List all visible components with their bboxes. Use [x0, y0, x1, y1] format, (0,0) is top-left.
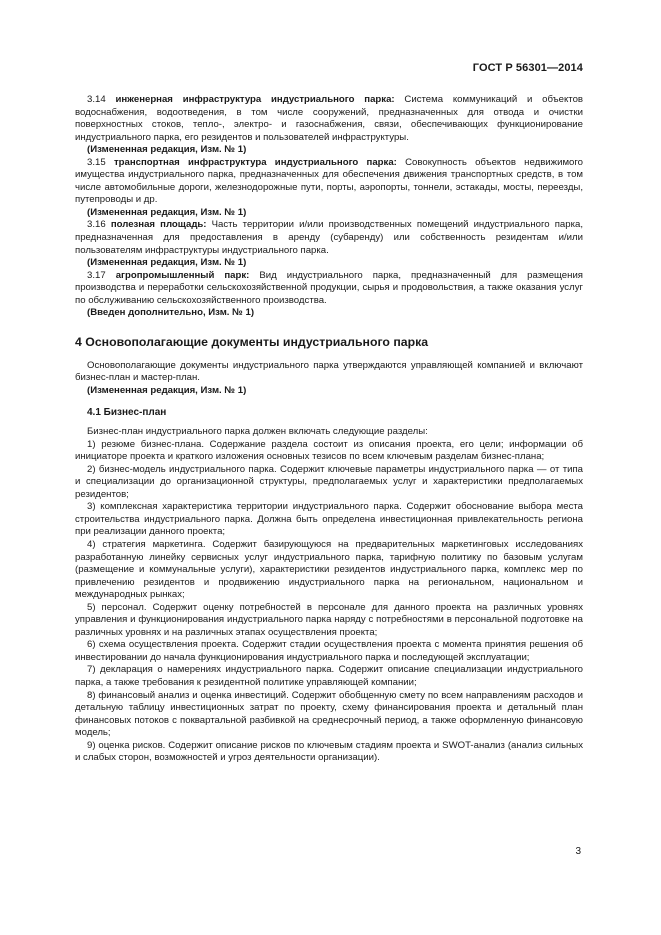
list-item: 8) финансовый анализ и оценка инвестиций. Содержит обобщенную смету по всем направлениям расходов и детальную таблицу инвестиционных затрат по проекту, схему финансирования проекта и детальный план финансовых потоков с поквартальной разбивкой на среднесрочный период, а также оформленную финансовую модель;	[75, 689, 583, 739]
list-item: 9) оценка рисков. Содержит описание рисков по ключевым стадиям проекта и SWOT-анализ (анализ сильных и слабых сторон, возможностей и угроз деятельности организации).	[75, 739, 583, 764]
term: инженерная инфраструктура индустриального парка:	[115, 94, 395, 105]
amendment-note: (Измененная редакция, Изм. № 1)	[87, 144, 247, 156]
section-4-heading: 4 Основополагающие документы индустриального парка	[75, 334, 429, 349]
clause-3-16	[75, 219, 583, 257]
term: полезная площадь:	[110, 219, 207, 231]
definition: Система коммуникаций и объектов водоснабжения, водоотведения, в том числе сооружений, предназначенных для отвода и очистки поверхностных стоков, тепло-, электро- и газоснабжения, связи, обеспечивающих функционирование индустриального парка, его резидентов и пользователей инфраструктуры.	[75, 94, 583, 143]
clause-number: 3.14	[87, 94, 106, 105]
list-item: 6) схема осуществления проекта. Содержит стадии осуществления проекта с момента принятия решения об инвестировании до начала функционирования индустриального парка и последующей эксплуатации;	[75, 639, 583, 663]
list-item: 2) бизнес-модель индустриального парка. Содержит ключевые параметры индустриального парка — от типа и специализации до организационной структуры, предполагаемых услуг и характеристики предполагаемых резидентов;	[75, 463, 583, 500]
page-content	[75, 94, 583, 765]
amendment-note: (Измененная редакция, Изм. № 1)	[87, 384, 247, 396]
section-4-intro: Основополагающие документы индустриального парка утверждаются управляющей компанией и включают бизнес-план и мастер-план.	[75, 359, 583, 384]
clause-number: 3.16	[87, 219, 106, 231]
page-number: 3	[575, 846, 581, 857]
amendment-note: (Измененная редакция, Изм. № 1)	[87, 257, 247, 269]
term: транспортная инфраструктура индустриального парка:	[113, 156, 397, 168]
list-item: 5) персонал. Содержит оценку потребностей в персонале для данного проекта на различных уровнях управления и функционирования индустриального парка наряду с потребностями в персональной подготовке на различных уровнях и на различных этапах осуществления проекта;	[75, 601, 583, 638]
list-item: 7) декларация о намерениях индустриального парка. Содержит описание специализации индустриального парка, а также требования к резидентной политике управляющей компании;	[75, 664, 583, 688]
definition: Вид индустриального парка, предназначенный для размещения производства и переработки сельскохозяйственной продукции, сырья и продовольствия, а также оказания услуг по обслуживанию сельскохозяйственного производства.	[75, 269, 583, 306]
definition: Часть территории и/или производственных помещений индустриального парка, предназначенная для предоставления в аренду (субаренду) или собственность резидентам и/или пользователям инфраструктуры индустриального парка.	[75, 219, 583, 256]
definition: Совокупность объектов недвижимого имущества индустриального парка, предназначенных для обеспечения движения транспортных средств, в том числе автомобильные дороги, железнодорожные пути, порты, аэропорты, тоннели, эстакады, мосты, переезды, путепроводы и др.	[75, 156, 583, 206]
clause-number: 3.15	[87, 156, 106, 168]
clause-3-14	[75, 94, 583, 144]
subsection-4-1-intro: Бизнес-план индустриального парка должен включать следующие разделы:	[87, 426, 428, 438]
amendment-note: (Измененная редакция, Изм. № 1)	[87, 206, 247, 218]
list-item: 3) комплексная характеристика территории индустриального парка. Содержит обоснование выбора места строительства индустриального парка. Должна быть определена инвестиционная привлекательность региона при реализации данного проекта;	[75, 501, 583, 538]
term: агропромышленный парк:	[115, 269, 250, 281]
document-standard-number: ГОСТ Р 56301—2014	[472, 62, 583, 74]
list-item: 4) стратегия маркетинга. Содержит базирующуюся на предварительных маркетинговых исследованиях разработанную линейку сервисных услуг индустриального парка, тарифную политику по базовым услугам (размещение и коммунальные услуги), характеристики резидентов индустриального парка, комплекс мер по привлечению резидентов и продвижению индустриального парка на региональном, национальном и международных рынках;	[75, 538, 583, 601]
clause-3-17	[75, 270, 583, 308]
amendment-note: (Введен дополнительно, Изм. № 1)	[87, 307, 255, 319]
clause-3-15	[75, 157, 583, 207]
subsection-4-1-heading: 4.1 Бизнес-план	[87, 407, 167, 419]
clause-number: 3.17	[87, 269, 106, 281]
list-item: 1) резюме бизнес-плана. Содержание раздела состоит из описания проекта, его цели; информации об инициаторе проекта и краткого изложения основных тезисов по всем ключевым разделам бизнес-плана;	[75, 438, 583, 463]
